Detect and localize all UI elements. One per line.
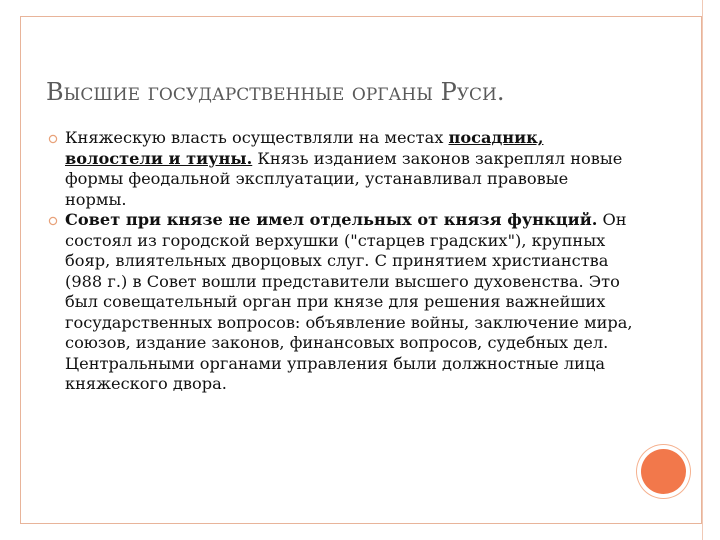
bullet-1-text-rest: Князь изданием законов закреплял новые формы феодальной эксплуатации, устанавливал правовые нормы.	[65, 148, 623, 209]
hollow-circle-bullet-icon	[48, 134, 58, 144]
decorative-orange-circle	[641, 449, 686, 494]
bullet-2-emphasis: Совет при князе не имел отдельных от князя функций.	[65, 210, 598, 229]
bullet-item-2	[48, 210, 633, 395]
right-divider	[702, 0, 703, 540]
hollow-circle-bullet-icon	[48, 216, 58, 226]
bullet-list	[48, 128, 633, 395]
bullet-item-1	[48, 128, 633, 210]
bullet-1-text: Княжескую власть осуществляли на местах	[65, 128, 449, 147]
bullet-2-text: Он состоял из городской верхушки ("старцев градских"), крупных бояр, влиятельных дворцовых слуг. С принятием христианства (988 г.) в Совет вошли представители высшего духовенства. Это был совещательный орган при князе для решения важнейших государственных вопросов: объявление войны, заключение мира, союзов, издание законов, финансовых вопросов, судебных дел. Центральными органами управления были должностные лица княжеского двора.	[65, 210, 633, 393]
slide-title: Высшие государственные органы Руси.	[46, 78, 505, 106]
bullet-1-emphasis: посадник, волостели и тиуны.	[65, 128, 544, 168]
